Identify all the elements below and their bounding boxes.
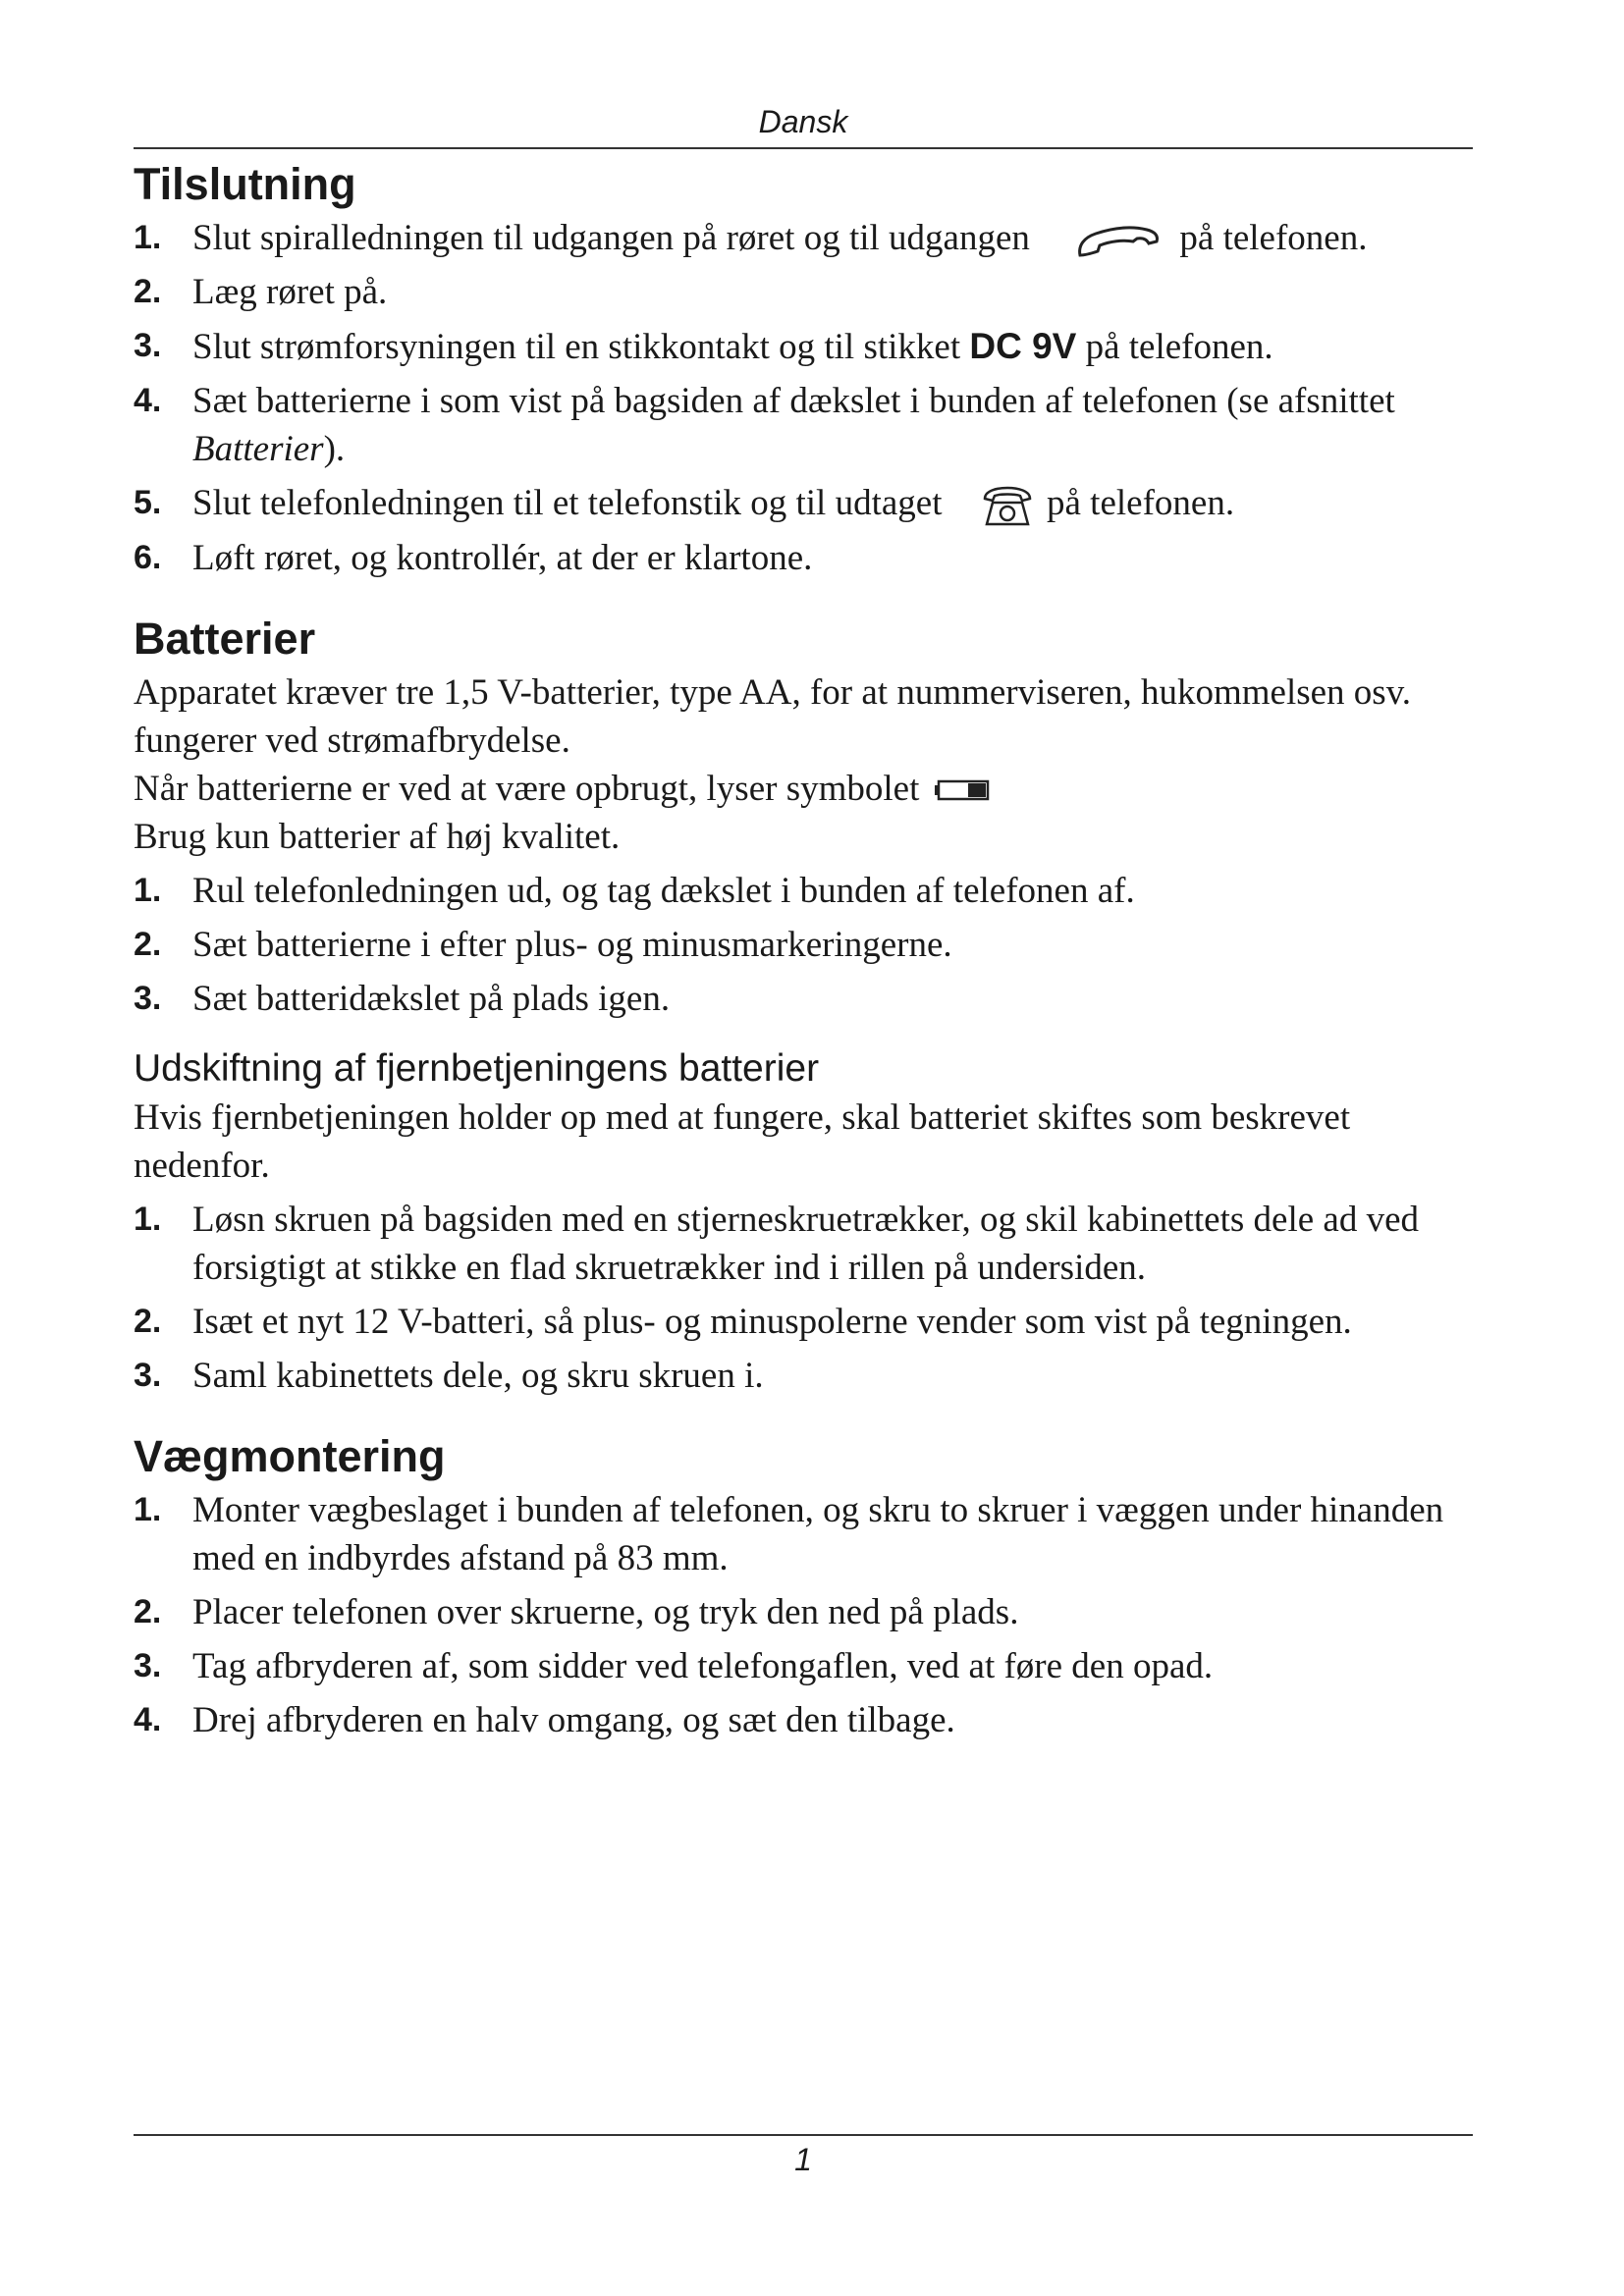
list-item (134, 214, 1473, 262)
step-text: Placer telefonen over skruerne, og tryk den ned på plads. (192, 1591, 1019, 1632)
step-number: 2. (134, 1302, 162, 1340)
step-text: Sæt batteridækslet på plads igen. (192, 978, 671, 1019)
list-item (134, 1696, 1473, 1744)
step-text: Sæt batterierne i efter plus- og minusmarkeringerne. (192, 924, 952, 965)
page-content (134, 157, 1473, 1750)
list-item (134, 1196, 1473, 1292)
section-batterier (134, 612, 1473, 1023)
step-text: Slut strømforsyningen til en stikkontakt og til stikket (192, 327, 961, 367)
step-text: Tag afbryderen af, som sidder ved telefongaflen, ved at føre den opad. (192, 1645, 1214, 1686)
step-text-after: på telefonen. (1179, 218, 1368, 258)
step-number: 3. (134, 1646, 162, 1684)
step-number: 3. (134, 1356, 162, 1394)
page-number: 1 (794, 2142, 812, 2177)
step-text: Løsn skruen på bagsiden med en stjerneskruetrækker, og skil kabinettets dele ad ved forsigtigt at stikke en flad skruetrækker ind i rillen på undersiden. (192, 1199, 1419, 1288)
list-item (134, 1352, 1473, 1400)
section-fjernbetjening (134, 1044, 1473, 1400)
step-number: 5. (134, 484, 162, 521)
section-title-vaegmontering: Vægmontering (134, 1430, 446, 1481)
section-tilslutning (134, 157, 1473, 582)
step-number: 2. (134, 925, 162, 963)
paragraph: Apparatet kræver tre 1,5 V-batterier, type AA, for at nummerviseren, hukommelsen osv. fungerer ved strømafbrydelse. (134, 671, 1412, 761)
section-reference: Batterier (192, 429, 324, 469)
step-text: Læg røret på. (192, 272, 388, 312)
tilslutning-steps (134, 214, 1473, 582)
section-title-tilslutning: Tilslutning (134, 159, 356, 209)
paragraph: Brug kun batterier af høj kvalitet. (134, 816, 621, 857)
list-item (134, 322, 1473, 371)
subsection-title-fjernbetjening: Udskiftning af fjernbetjeningens batterier (134, 1046, 820, 1090)
step-text: Saml kabinettets dele, og skru skruen i. (192, 1355, 764, 1396)
step-number: 1. (134, 1490, 162, 1528)
step-number: 4. (134, 1700, 162, 1738)
list-item (134, 975, 1473, 1023)
list-item (134, 479, 1473, 528)
battery-low-icon (933, 779, 992, 803)
paragraph (134, 765, 1473, 813)
step-text: Løft røret, og kontrollér, at der er klartone. (192, 537, 813, 578)
list-item (134, 1588, 1473, 1636)
step-text: Drej afbryderen en halv omgang, og sæt den tilbage. (192, 1699, 955, 1740)
step-number: 1. (134, 1200, 162, 1238)
step-text: Sæt batterierne i som vist på bagsiden af dækslet i bunden af telefonen (se afsnittet (192, 381, 1395, 421)
list-item (134, 1486, 1473, 1582)
batterier-steps (134, 867, 1473, 1023)
step-number: 6. (134, 538, 162, 576)
step-number: 4. (134, 382, 162, 419)
section-vaegmontering (134, 1429, 1473, 1744)
step-number: 2. (134, 1592, 162, 1630)
step-number: 3. (134, 327, 162, 364)
list-item (134, 1642, 1473, 1690)
list-item (134, 268, 1473, 316)
step-text: Slut telefonledningen til et telefonstik og til udtaget (192, 483, 943, 523)
footer-rule (134, 2134, 1473, 2136)
step-number: 3. (134, 979, 162, 1017)
step-text-after: på telefonen. (1085, 327, 1273, 367)
step-text: Isæt et nyt 12 V-batteri, så plus- og minuspolerne vender som vist på tegningen. (192, 1301, 1352, 1342)
dc-jack-label: DC 9V (969, 326, 1077, 366)
list-item (134, 534, 1473, 582)
telephone-icon (981, 485, 1034, 528)
step-number: 2. (134, 273, 162, 310)
list-item (134, 377, 1473, 473)
list-item (134, 867, 1473, 915)
step-text: Slut spiralledningen til udgangen på røret og til udgangen (192, 218, 1030, 258)
step-number: 1. (134, 871, 162, 909)
step-text: Rul telefonledningen ud, og tag dækslet i bunden af telefonen af. (192, 870, 1135, 911)
step-text-after: på telefonen. (1047, 483, 1235, 523)
list-item (134, 921, 1473, 969)
section-title-batterier: Batterier (134, 613, 316, 664)
step-text: Monter vægbeslaget i bunden af telefonen, og skru to skruer i væggen under hinanden med en indbyrdes afstand på 83 mm. (192, 1489, 1444, 1578)
running-header: Dansk (758, 104, 848, 139)
step-number: 1. (134, 219, 162, 256)
list-item (134, 1298, 1473, 1346)
step-text-after: ). (323, 429, 346, 469)
paragraph: Hvis fjernbetjeningen holder op med at fungere, skal batteriet skiftes som beskrevet nedenfor. (134, 1096, 1351, 1186)
handset-icon (1074, 222, 1163, 261)
paragraph-text: Når batterierne er ved at være opbrugt, lyser symbolet (134, 768, 920, 809)
vaegmontering-steps (134, 1486, 1473, 1744)
header-rule (134, 147, 1473, 149)
fjernbetjening-steps (134, 1196, 1473, 1400)
